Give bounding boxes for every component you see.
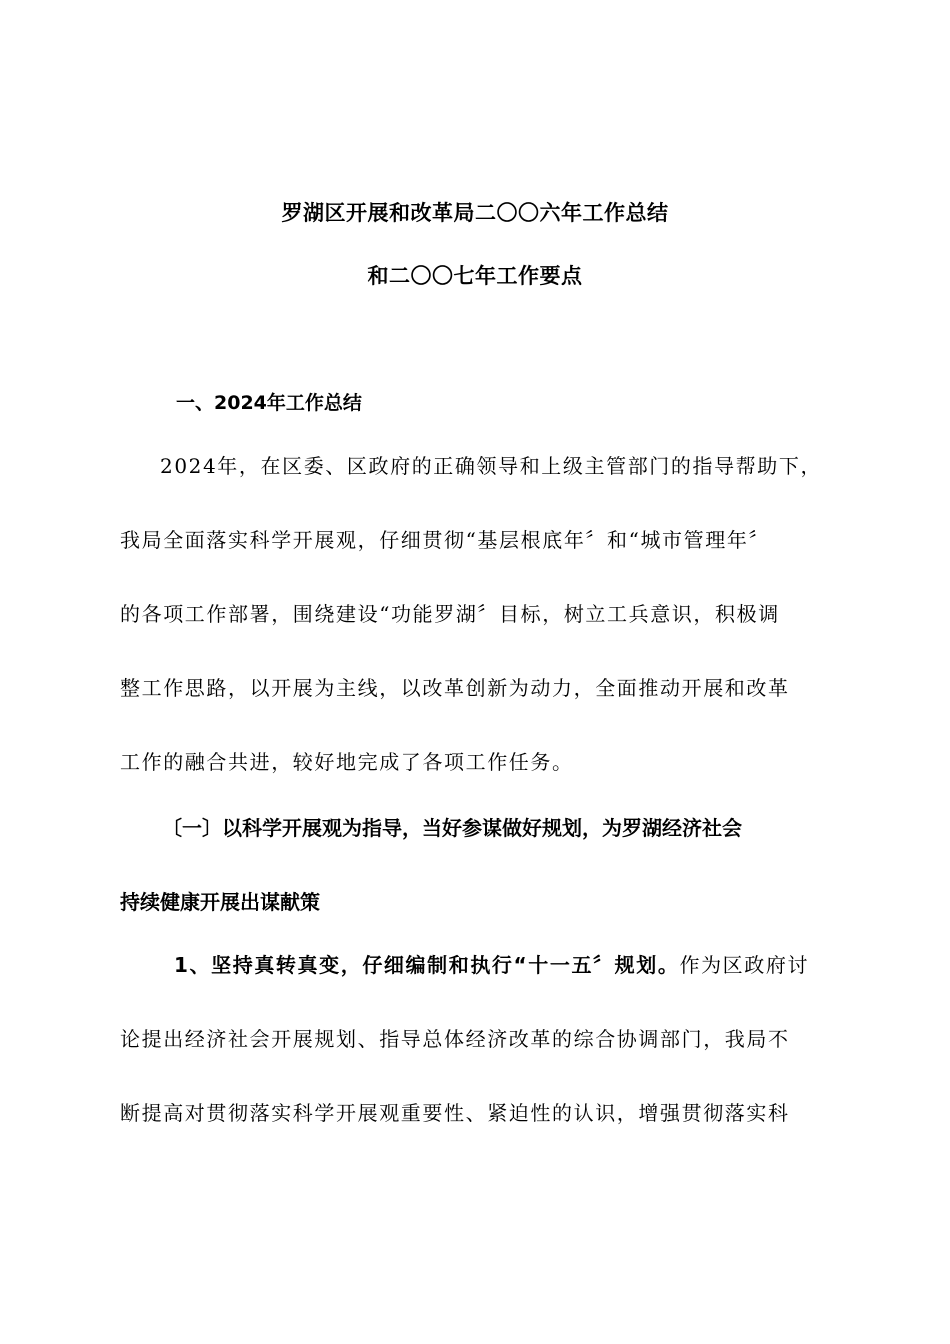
paragraph-summary (120, 429, 832, 799)
paragraph-line: 的各项工作部署，围绕建设“功能罗湖〞目标，树立工兵意识，积极调 (120, 602, 780, 626)
paragraph-line (120, 928, 832, 1002)
subsection-heading-line-1: 〔一〕以科学开展观为指导，当好参谋做好规划，为罗湖经济社会 (162, 816, 742, 840)
paragraph-line: 整工作思路，以开展为主线，以改革创新为动力，全面推动开展和改革 (120, 676, 790, 700)
paragraph-line: 断提高对贯彻落实科学开展观重要性、紧迫性的认识，增强贯彻落实科 (120, 1101, 790, 1125)
section-heading-1: 一、2024年工作总结 (176, 392, 362, 414)
item-1-bold-lead: 1、坚持真转真变，仔细编制和执行“十一五〞规划。 (174, 953, 680, 977)
paragraph-line: 2024年，在区委、区政府的正确领导和上级主管部门的指导帮助下， (160, 454, 823, 478)
paragraph-item-1 (120, 928, 832, 1150)
paragraph-line: 我局全面落实科学开展观，仔细贯彻“基层根底年〞和“城市管理年〞 (120, 528, 771, 552)
item-1-text: 作为区政府讨 (679, 953, 810, 977)
subsection-heading-line-2: 持续健康开展出谋献策 (120, 890, 320, 914)
paragraph-line: 工作的融合共进，较好地完成了各项工作任务。 (120, 750, 574, 774)
paragraph-line: 论提出经济社会开展规划、指导总体经济改革的综合协调部门，我局不 (120, 1027, 790, 1051)
document-title-line-2: 和二〇〇七年工作要点 (367, 264, 583, 288)
document-title-line-1: 罗湖区开展和改革局二〇〇六年工作总结 (281, 201, 669, 225)
